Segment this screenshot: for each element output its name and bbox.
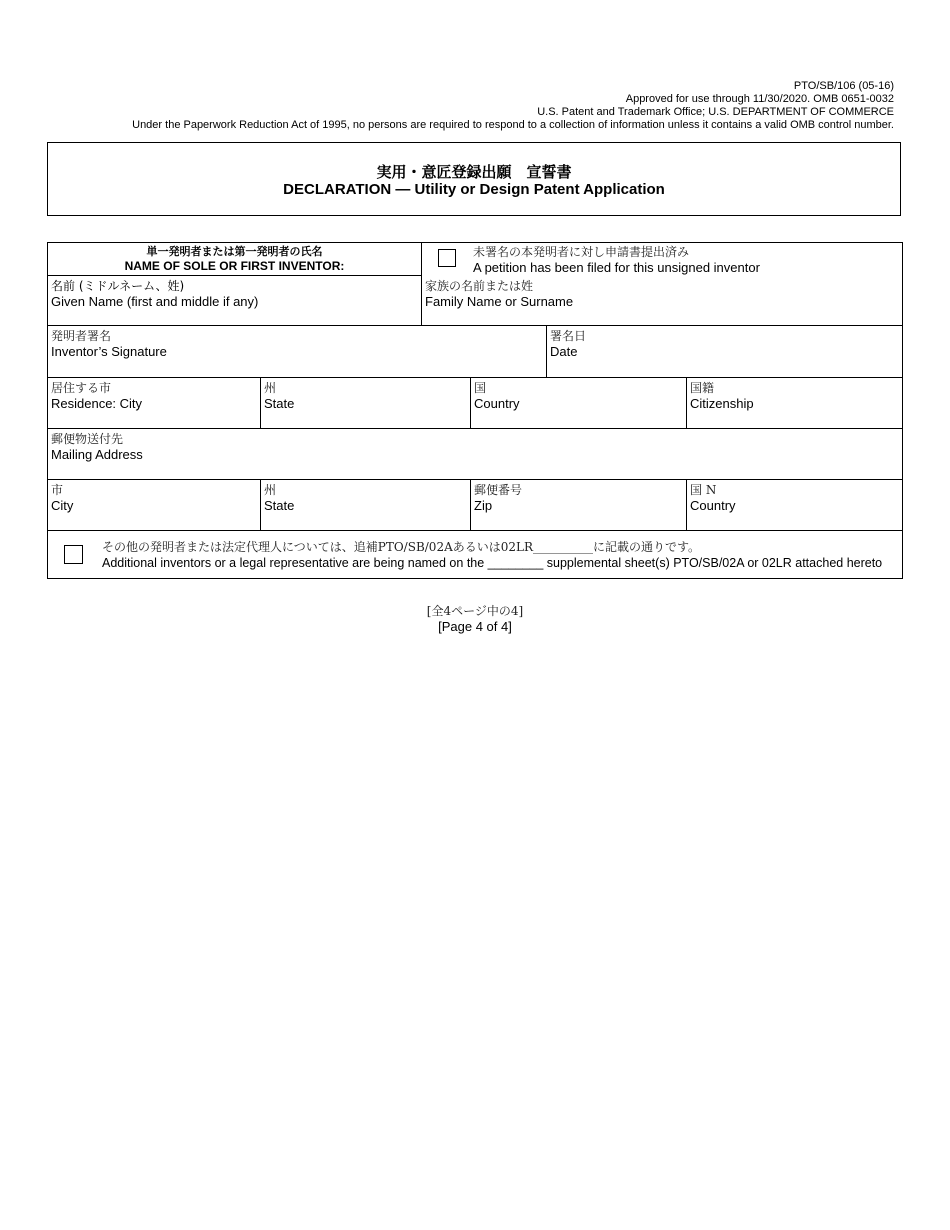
residence-state-label-jp: 州 xyxy=(264,381,277,395)
residence-city-field[interactable] xyxy=(48,378,260,428)
additional-inventors-row xyxy=(48,531,902,578)
given-name-label-en: Given Name (first and middle if any) xyxy=(51,294,259,309)
citizenship-label-en: Citizenship xyxy=(690,396,754,411)
inventor-name-heading-en: NAME OF SOLE OR FIRST INVENTOR: xyxy=(124,259,345,273)
mail-state-label-en: State xyxy=(264,498,295,513)
form-number: PTO/SB/106 (05-16) xyxy=(793,80,894,92)
given-name-field[interactable] xyxy=(48,276,421,325)
citizenship-field[interactable] xyxy=(687,378,902,428)
approval-notice: Approved for use through 11/30/2020. OMB 0651-0032 xyxy=(625,93,894,105)
signature-field[interactable] xyxy=(48,326,546,377)
mailing-address-label-jp: 郵便物送付先 xyxy=(51,432,124,446)
mail-city-field[interactable] xyxy=(48,480,260,530)
inventor-form xyxy=(47,242,903,579)
title-box xyxy=(47,142,901,216)
mail-country-label-jp: 国 N xyxy=(690,483,717,497)
mailing-address-field[interactable] xyxy=(48,429,902,479)
mailing-address-label-en: Mailing Address xyxy=(51,447,143,462)
page-footer xyxy=(0,603,950,635)
additional-inventors-checkbox[interactable] xyxy=(64,545,83,564)
date-label-en: Date xyxy=(550,344,578,359)
mail-state-field[interactable] xyxy=(261,480,470,530)
page-title: DECLARATION — Utility or Design Patent Application xyxy=(283,181,665,198)
signature-label-jp: 発明者署名 xyxy=(51,329,112,343)
petition-cell xyxy=(422,243,902,275)
residence-state-label-en: State xyxy=(264,396,295,411)
additional-inventors-label-jp: その他の発明者または法定代理人については、追補PTO/SB/02Aあるいは02LR__________に記載の通りです。 xyxy=(102,540,701,554)
petition-label-jp: 未署名の本発明者に対し申請書提出済み xyxy=(473,245,690,259)
residence-state-field[interactable] xyxy=(261,378,470,428)
paperwork-notice: Under the Paperwork Reduction Act of 1995, no persons are required to respond to a collection of information unless it contains a valid OMB control number. xyxy=(132,119,894,131)
given-name-label-jp: 名前 (ミドルネーム、姓) xyxy=(51,279,185,293)
family-name-label-jp: 家族の名前または姓 xyxy=(425,279,534,293)
form-header xyxy=(44,80,894,132)
page-number-jp: [全4ページ中の4] xyxy=(426,604,524,618)
residence-city-label-jp: 居住する市 xyxy=(51,381,112,395)
residence-city-label-en: Residence: City xyxy=(51,396,143,411)
additional-inventors-label-en: Additional inventors or a legal representative are being named on the ________ supplemental sheet(s) PTO/SB/02A or 02LR attached hereto xyxy=(102,556,883,570)
mail-state-label-jp: 州 xyxy=(264,483,277,497)
mail-city-label-jp: 市 xyxy=(51,483,64,497)
petition-checkbox[interactable] xyxy=(438,249,456,267)
inventor-name-heading xyxy=(48,243,421,275)
inventor-name-heading-jp: 単一発明者または第一発明者の氏名 xyxy=(146,245,323,258)
page-number: [Page 4 of 4] xyxy=(438,619,512,634)
signature-label-en: Inventor’s Signature xyxy=(51,344,167,359)
date-label-jp: 署名日 xyxy=(550,329,587,343)
mail-zip-label-en: Zip xyxy=(474,498,493,513)
agency-name: U.S. Patent and Trademark Office; U.S. DEPARTMENT OF COMMERCE xyxy=(537,106,894,118)
citizenship-label-jp: 国籍 xyxy=(690,381,715,395)
residence-country-field[interactable] xyxy=(471,378,686,428)
date-field[interactable] xyxy=(547,326,902,377)
mail-country-field[interactable] xyxy=(687,480,902,530)
page-title-jp: 実用・意匠登録出願 宣誓書 xyxy=(376,163,572,181)
mail-city-label-en: City xyxy=(51,498,74,513)
mail-country-label-en: Country xyxy=(690,498,736,513)
mail-zip-field[interactable] xyxy=(471,480,686,530)
family-name-label-en: Family Name or Surname xyxy=(425,294,574,309)
residence-country-label-en: Country xyxy=(474,396,520,411)
mail-zip-label-jp: 郵便番号 xyxy=(474,483,523,497)
family-name-field[interactable] xyxy=(422,276,902,325)
petition-label-en: A petition has been filed for this unsigned inventor xyxy=(473,260,760,275)
residence-country-label-jp: 国 xyxy=(474,381,487,395)
